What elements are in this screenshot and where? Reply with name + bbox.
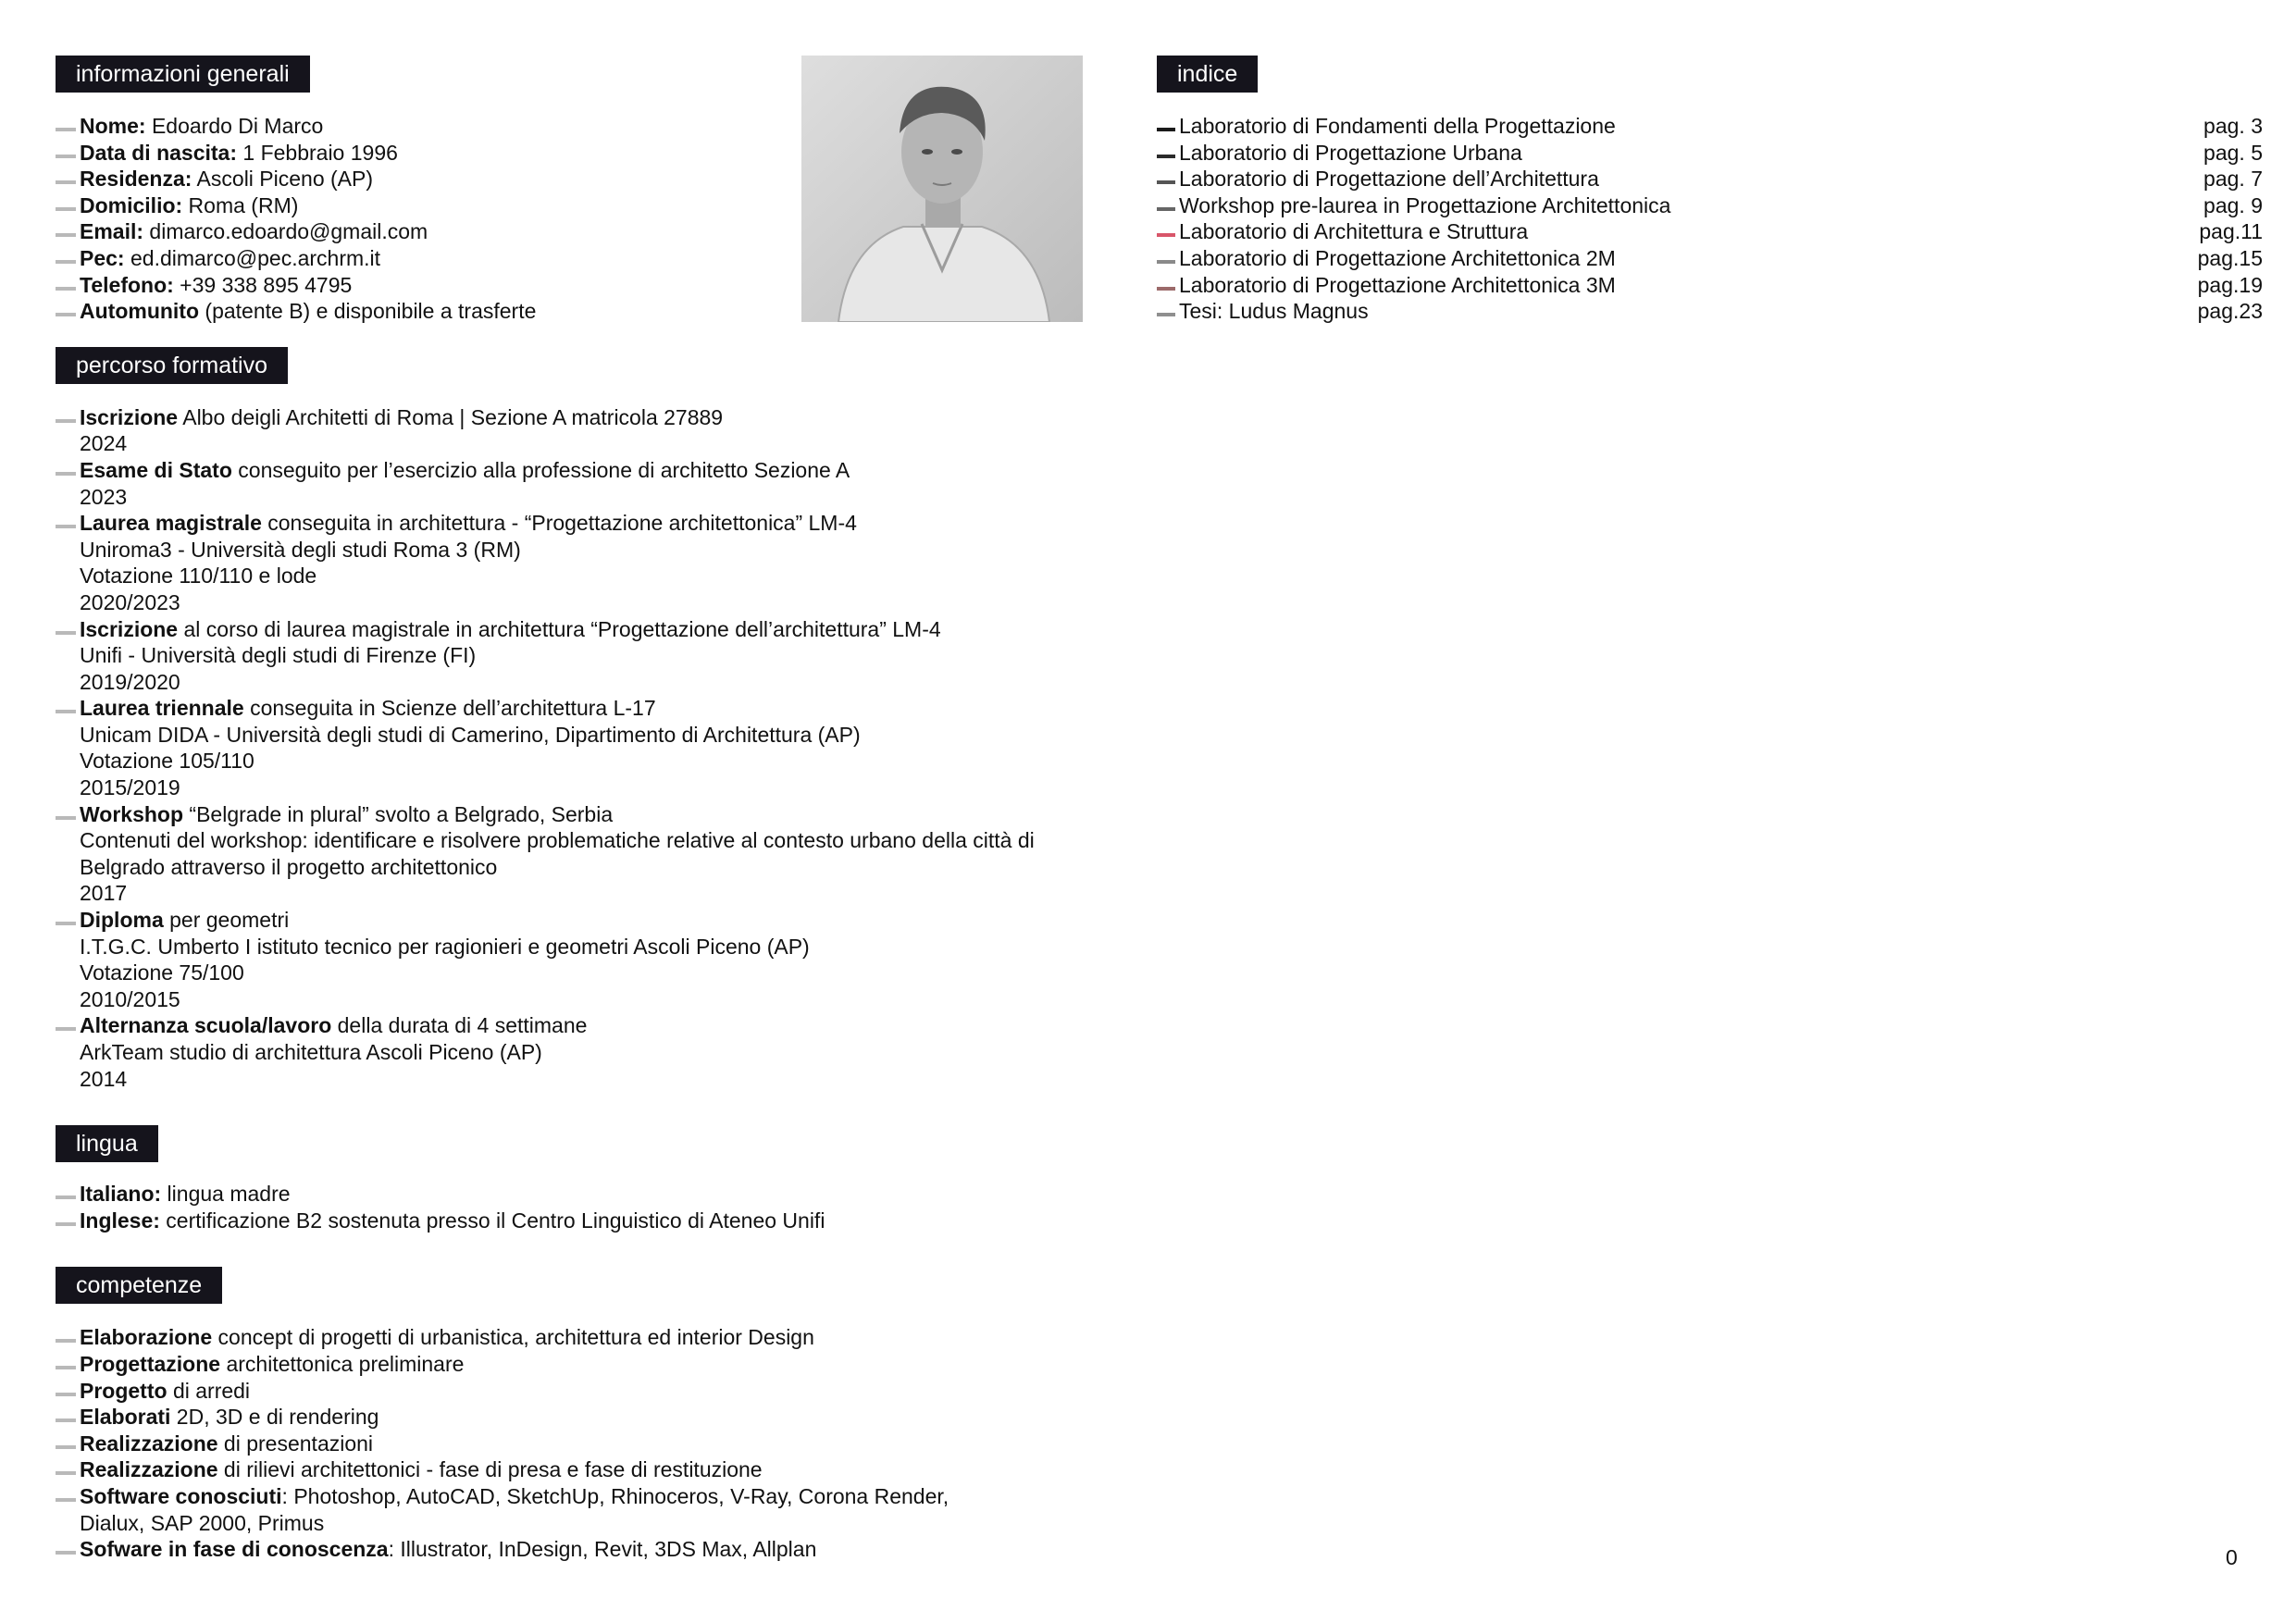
bullet-dash-icon <box>56 631 76 635</box>
index-entry[interactable] <box>1157 245 2263 272</box>
index-entry-title: Laboratorio di Fondamenti della Progettazione <box>1179 114 1616 138</box>
entry-label: Workshop <box>80 801 184 826</box>
skills-list <box>56 1324 1092 1562</box>
entry-value: : Illustrator, InDesign, Revit, 3DS Max, Allplan <box>388 1537 817 1562</box>
section-title-languages: lingua <box>56 1125 158 1162</box>
entry-value: conseguita in architettura - “Progettazione architettonica” LM-4 <box>261 511 857 536</box>
list-item <box>56 404 1092 431</box>
entry-value: dimarco.edoardo@gmail.com <box>143 219 428 244</box>
entry-detail-line: 2010/2015 <box>80 986 180 1011</box>
bullet-dash-icon <box>56 1027 76 1031</box>
section-title-education: percorso formativo <box>56 347 288 384</box>
index-dash-icon <box>1157 128 1175 131</box>
list-item <box>56 1431 1092 1457</box>
entry-value: per geometri <box>163 908 290 933</box>
entry-detail-line: I.T.G.C. Umberto I istituto tecnico per ragionieri e geometri Ascoli Piceno (AP) <box>80 934 810 959</box>
bullet-dash-icon <box>56 180 76 184</box>
languages-list <box>56 1181 1092 1233</box>
section-title-skills: competenze <box>56 1267 222 1304</box>
entry-value: concept di progetti di urbanistica, architettura ed interior Design <box>212 1325 814 1350</box>
index-entry[interactable] <box>1157 218 2263 245</box>
entry-value: 1 Febbraio 1996 <box>237 140 398 165</box>
entry-detail-line: Uniroma3 - Università degli studi Roma 3 (RM) <box>80 537 521 562</box>
entry-label: Esame di Stato <box>80 457 232 482</box>
bullet-dash-icon <box>56 1551 76 1555</box>
list-item <box>56 907 1092 934</box>
entry-label: Alternanza scuola/lavoro <box>80 1013 332 1038</box>
index-entry[interactable] <box>1157 298 2263 325</box>
index-entry-page: pag. 3 <box>2203 114 2263 138</box>
list-item <box>56 1351 1092 1378</box>
skills-section <box>56 1267 1092 1562</box>
entry-detail-line: Belgrado attraverso il progetto architettonico <box>80 854 498 879</box>
entry-value: 2D, 3D e di rendering <box>170 1405 379 1430</box>
entry-label: Iscrizione <box>80 404 179 429</box>
index-entry-title: Tesi: Ludus Magnus <box>1179 299 1369 324</box>
index-list <box>1157 113 2263 325</box>
entry-value: Albo deigli Architetti di Roma | Sezione A matricola 27889 <box>178 404 724 429</box>
education-section <box>56 347 1092 1092</box>
entry-detail-line: Unifi - Università degli studi di Firenze (FI) <box>80 643 477 668</box>
bullet-dash-icon <box>56 260 76 264</box>
entry-label: Data di nascita: <box>80 140 237 165</box>
entry-label: Nome: <box>80 114 146 138</box>
entry-label: Iscrizione <box>80 616 179 641</box>
entry-label: Laurea triennale <box>80 696 244 721</box>
entry-detail-line: 2020/2023 <box>80 589 180 614</box>
section-title-index: indice <box>1157 56 1258 93</box>
entry-label: Pec: <box>80 245 125 270</box>
entry-value: di presentazioni <box>217 1431 374 1456</box>
bullet-dash-icon <box>56 1471 76 1475</box>
entry-value: di rilievi architettonici - fase di presa e fase di restituzione <box>217 1457 763 1482</box>
entry-value: conseguita in Scienze dell’architettura L-17 <box>243 696 656 721</box>
entry-label: Sofware in fase di conoscenza <box>80 1537 389 1562</box>
bullet-dash-icon <box>56 1196 76 1199</box>
bullet-dash-icon <box>56 313 76 316</box>
entry-detail-line: Contenuti del workshop: identificare e risolvere problematiche relative al contesto urbano della città di <box>80 828 1035 853</box>
list-item <box>56 510 1092 537</box>
index-dash-icon <box>1157 155 1175 158</box>
index-entry-title: Laboratorio di Progettazione Architettonica 2M <box>1179 245 1616 270</box>
entry-detail-line: Unicam DIDA - Università degli studi di Camerino, Dipartimento di Architettura (AP) <box>80 722 861 747</box>
entry-value: ed.dimarco@pec.archrm.it <box>124 245 381 270</box>
entry-detail-line: 2015/2019 <box>80 775 180 800</box>
list-item <box>56 1012 1092 1039</box>
list-item <box>56 1324 1092 1351</box>
bullet-dash-icon <box>56 1366 76 1369</box>
bullet-dash-icon <box>56 710 76 713</box>
index-entry-page: pag. 5 <box>2203 140 2263 165</box>
education-list <box>56 404 1092 1092</box>
bullet-dash-icon <box>56 233 76 237</box>
entry-detail-line: ArkTeam studio di architettura Ascoli Piceno (AP) <box>80 1040 542 1064</box>
list-item <box>56 1456 1092 1483</box>
list-item <box>56 801 1092 828</box>
bullet-dash-icon <box>56 1393 76 1396</box>
entry-detail-line: 2017 <box>80 881 128 906</box>
bullet-dash-icon <box>56 155 76 158</box>
list-item <box>56 1181 1092 1208</box>
index-entry[interactable] <box>1157 192 2263 219</box>
index-entry-page: pag. 7 <box>2203 167 2263 192</box>
list-item <box>56 1483 1092 1510</box>
index-entry-page: pag. 9 <box>2203 192 2263 217</box>
list-item <box>56 1536 1092 1563</box>
entry-label: Laurea magistrale <box>80 511 262 536</box>
entry-value: Edoardo Di Marco <box>145 114 324 138</box>
portrait-photo <box>801 56 1083 322</box>
index-entry-title: Laboratorio di Progettazione Urbana <box>1179 140 1522 165</box>
section-title-general: informazioni generali <box>56 56 310 93</box>
entry-value: (patente B) e disponibile a trasferte <box>199 299 537 324</box>
index-entry-page: pag.11 <box>2199 219 2263 244</box>
bullet-dash-icon <box>56 525 76 528</box>
entry-value: lingua madre <box>161 1182 291 1207</box>
index-dash-icon <box>1157 233 1175 237</box>
entry-label: Realizzazione <box>80 1431 218 1456</box>
entry-value: Ascoli Piceno (AP) <box>192 167 374 192</box>
index-entry-title: Laboratorio di Progettazione Architettonica 3M <box>1179 272 1616 297</box>
page-number: 0 <box>2226 1545 2238 1569</box>
index-entry-page: pag.19 <box>2197 272 2263 297</box>
index-entry-title: Workshop pre-laurea in Progettazione Architettonica <box>1179 192 1671 217</box>
entry-value: : Photoshop, AutoCAD, SketchUp, Rhinoceros, V-Ray, Corona Render, <box>281 1483 949 1508</box>
index-entry-title: Laboratorio di Progettazione dell’Architettura <box>1179 167 1599 192</box>
entry-detail-line: Dialux, SAP 2000, Primus <box>80 1510 325 1535</box>
entry-detail-line: 2024 <box>80 431 128 456</box>
bullet-dash-icon <box>56 1498 76 1502</box>
list-item <box>56 616 1092 643</box>
right-column <box>1157 56 2263 325</box>
entry-value: architettonica preliminare <box>220 1351 465 1376</box>
index-entry[interactable] <box>1157 140 2263 167</box>
bullet-dash-icon <box>56 1339 76 1343</box>
index-entry[interactable] <box>1157 272 2263 299</box>
index-dash-icon <box>1157 207 1175 211</box>
entry-detail-line: 2014 <box>80 1066 128 1091</box>
entry-value: Roma (RM) <box>182 192 299 217</box>
list-item <box>56 457 1092 484</box>
entry-value: al corso di laurea magistrale in architettura “Progettazione dell’architettura” LM-4 <box>178 616 941 641</box>
list-item <box>56 1208 1092 1234</box>
entry-label: Progettazione <box>80 1351 221 1376</box>
index-dash-icon <box>1157 180 1175 184</box>
list-item <box>56 1404 1092 1431</box>
entry-value: certificazione B2 sostenuta presso il Centro Linguistico di Ateneo Unifi <box>159 1208 825 1233</box>
entry-value: di arredi <box>167 1378 251 1403</box>
list-item <box>56 1378 1092 1405</box>
index-entry-title: Laboratorio di Architettura e Struttura <box>1179 219 1529 244</box>
entry-value: della durata di 4 settimane <box>331 1013 588 1038</box>
entry-label: Domicilio: <box>80 192 183 217</box>
entry-label: Telefono: <box>80 272 174 297</box>
entry-detail-line: Votazione 110/110 e lode <box>80 564 317 588</box>
bullet-dash-icon <box>56 419 76 423</box>
entry-label: Progetto <box>80 1378 168 1403</box>
bullet-dash-icon <box>56 207 76 211</box>
index-dash-icon <box>1157 260 1175 264</box>
bullet-dash-icon <box>56 128 76 131</box>
entry-detail-line: Votazione 75/100 <box>80 960 244 985</box>
entry-value: +39 338 895 4795 <box>173 272 353 297</box>
entry-detail-line: Votazione 105/110 <box>80 749 254 774</box>
bullet-dash-icon <box>56 922 76 925</box>
entry-label: Automunito <box>80 299 200 324</box>
portrait-illustration <box>801 56 1083 322</box>
entry-label: Diploma <box>80 908 164 933</box>
index-entry-page: pag.15 <box>2197 245 2263 270</box>
entry-label: Elaborati <box>80 1405 171 1430</box>
entry-label: Realizzazione <box>80 1457 218 1482</box>
index-dash-icon <box>1157 287 1175 291</box>
list-item <box>56 695 1092 722</box>
bullet-dash-icon <box>56 287 76 291</box>
entry-detail-line: 2019/2020 <box>80 669 180 694</box>
bullet-dash-icon <box>56 816 76 820</box>
entry-detail-line: 2023 <box>80 484 128 509</box>
index-entry-page: pag.23 <box>2197 299 2263 324</box>
entry-label: Inglese: <box>80 1208 160 1233</box>
entry-label: Elaborazione <box>80 1325 213 1350</box>
index-entry[interactable] <box>1157 113 2263 140</box>
entry-label: Italiano: <box>80 1182 162 1207</box>
entry-label: Residenza: <box>80 167 192 192</box>
languages-section <box>56 1125 1092 1233</box>
entry-value: “Belgrade in plural” svolto a Belgrado, Serbia <box>183 801 614 826</box>
index-dash-icon <box>1157 313 1175 316</box>
index-entry[interactable] <box>1157 166 2263 192</box>
bullet-dash-icon <box>56 1222 76 1226</box>
entry-value: conseguito per l’esercizio alla professione di architetto Sezione A <box>231 457 850 482</box>
bullet-dash-icon <box>56 472 76 476</box>
bullet-dash-icon <box>56 1445 76 1449</box>
entry-label: Email: <box>80 219 144 244</box>
bullet-dash-icon <box>56 1419 76 1422</box>
entry-label: Software conosciuti <box>80 1483 282 1508</box>
